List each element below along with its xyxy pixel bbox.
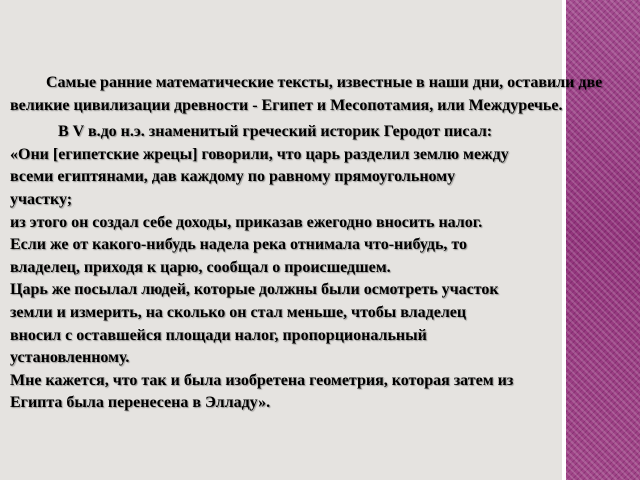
paragraph-intro: Самые ранние математические тексты, известные в наши дни, оставили две великие цивилизации древности - Египет и Месопотамия, или Междуречье. [10,74,603,114]
quote-line: земли и измерить, на сколько он стал меньше, чтобы владелец [10,303,467,321]
quote-line: «Они [египетские жрецы] говорили, что царь разделил землю между [10,145,509,163]
paragraph-herodotus-quote [10,121,622,415]
quote-line: всеми египтянами, дав каждому по равному прямоугольному [10,168,456,186]
quote-line: участку; [10,190,73,208]
quote-line: из этого он создал себе доходы, приказав ежегодно вносить налог. [10,213,483,231]
quote-line: Египта была перенесена в Элладу». [10,394,271,412]
quote-line: Если же от какого-нибудь надела река отнимала что-нибудь, то [10,236,468,254]
quote-line: вносил с оставшейся площади налог, пропорциональный [10,326,427,344]
quote-line [10,121,622,144]
slide-text-body [10,72,622,415]
quote-line: владелец, приходя к царю, сообщал о происшедшем. [10,258,391,276]
quote-line: Мне кажется, что так и была изобретена геометрия, которая затем из [10,371,514,389]
quote-line: Царь же посылал людей, которые должны были осмотреть участок [10,281,499,299]
quote-line-text: В V в.до н.э. знаменитый греческий историк Геродот писал: [58,123,493,141]
quote-line: установленному. [10,349,130,367]
